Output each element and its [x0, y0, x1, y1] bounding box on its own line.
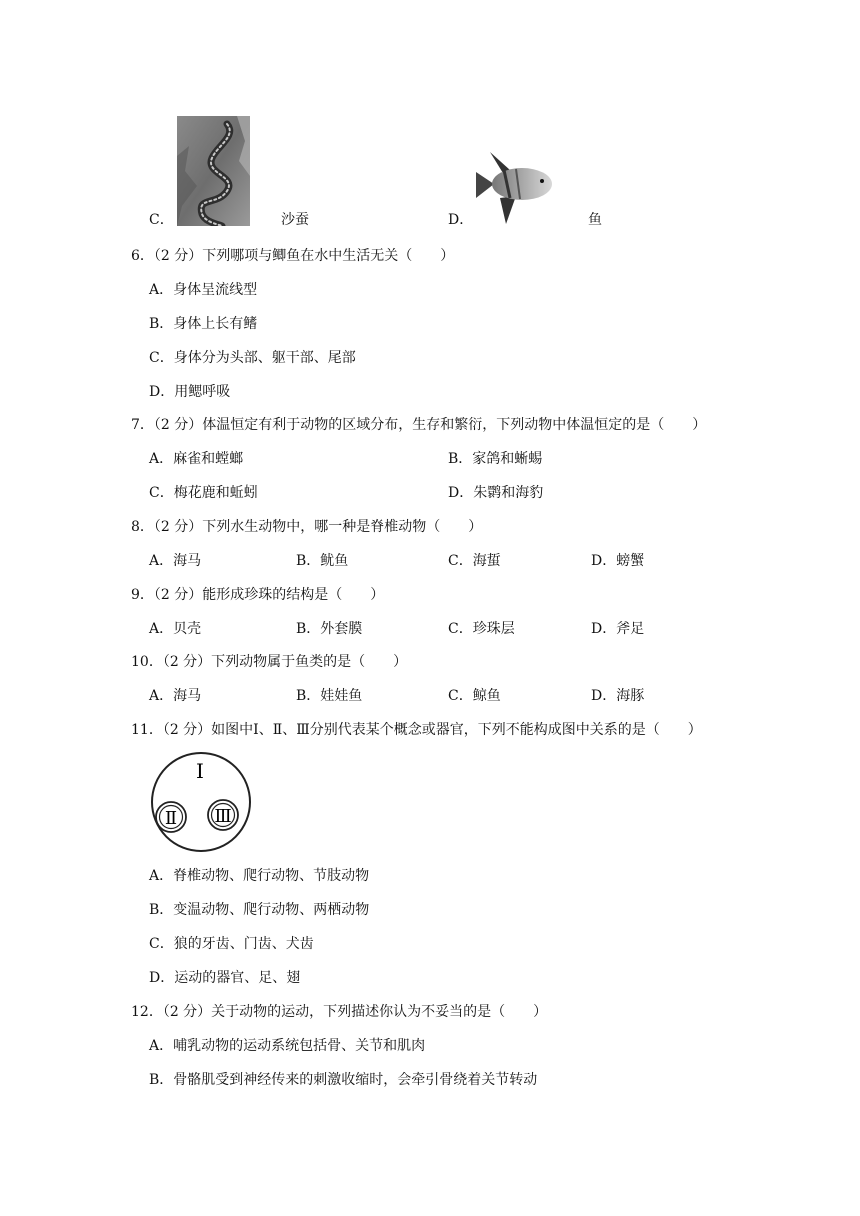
diagram-label-outer: Ⅰ: [196, 759, 204, 783]
q8-stem: 8．（2 分）下列水生动物中，哪一种是脊椎动物（ ）: [131, 519, 483, 535]
fish-image: [476, 148, 554, 226]
q6-option-b: B．身体上长有鳍: [149, 316, 258, 332]
diagram-label-right: Ⅲ: [214, 806, 232, 827]
q9-stem: 9．（2 分）能形成珍珠的结构是（ ）: [131, 587, 385, 603]
q10-option-c: C．鲸鱼: [448, 688, 501, 704]
q6-option-a: A．身体呈流线型: [149, 282, 258, 298]
q12-option-b: B．骨骼肌受到神经传来的刺激收缩时，会牵引骨绕着关节转动: [149, 1072, 538, 1088]
q8-option-b: B．鱿鱼: [296, 553, 349, 569]
q6-option-c: C．身体分为头部、躯干部、尾部: [149, 350, 356, 366]
q7-option-b: B．家鸽和蜥蜴: [448, 451, 543, 467]
q7-option-a: A．麻雀和螳螂: [149, 451, 244, 467]
q11-option-b: B．变温动物、爬行动物、两栖动物: [149, 902, 370, 918]
diagram-label-left: Ⅱ: [164, 808, 178, 829]
q5-option-d-letter: D．: [448, 212, 474, 228]
q8-option-d: D．螃蟹: [591, 553, 645, 569]
q11-option-c: C．狼的牙齿、门齿、犬齿: [149, 936, 314, 952]
q10-option-a: A．海马: [149, 688, 202, 704]
q7-stem: 7．（2 分）体温恒定有利于动物的区域分布，生存和繁衍，下列动物中体温恒定的是（ ）: [131, 417, 707, 433]
q9-option-c: C．珍珠层: [448, 621, 515, 637]
q11-option-d: D．运动的器官、足、翅: [149, 970, 301, 986]
sandworm-image: [177, 116, 250, 226]
q10-option-d: D．海豚: [591, 688, 645, 704]
q5-option-d-caption: 鱼: [588, 212, 602, 228]
q5-option-c-caption: 沙蚕: [281, 212, 309, 228]
q11-option-a: A．脊椎动物、爬行动物、节肢动物: [149, 868, 370, 884]
q7-option-c: C．梅花鹿和蚯蚓: [149, 485, 258, 501]
q9-option-d: D．斧足: [591, 621, 645, 637]
q12-stem: 12．（2 分）关于动物的运动，下列描述你认为不妥当的是（ ）: [131, 1004, 548, 1020]
q10-stem: 10．（2 分）下列动物属于鱼类的是（ ）: [131, 654, 408, 670]
q9-option-a: A．贝壳: [149, 621, 202, 637]
q6-stem: 6．（2 分）下列哪项与鲫鱼在水中生活无关（ ）: [131, 248, 455, 264]
q9-option-b: B．外套膜: [296, 621, 363, 637]
q10-option-b: B．娃娃鱼: [296, 688, 363, 704]
concept-relationship-diagram: [149, 750, 253, 854]
q6-option-d: D．用鳃呼吸: [149, 384, 231, 400]
q7-option-d: D．朱鹮和海豹: [448, 485, 544, 501]
q5-option-c-letter: C．: [149, 212, 174, 228]
q11-stem: 11．（2 分）如图中Ⅰ、Ⅱ、Ⅲ分别代表某个概念或器官，下列不能构成图中关系的是（ ）: [131, 722, 702, 738]
q8-option-a: A．海马: [149, 553, 202, 569]
q12-option-a: A．哺乳动物的运动系统包括骨、关节和肌肉: [149, 1038, 426, 1054]
q8-option-c: C．海蜇: [448, 553, 501, 569]
